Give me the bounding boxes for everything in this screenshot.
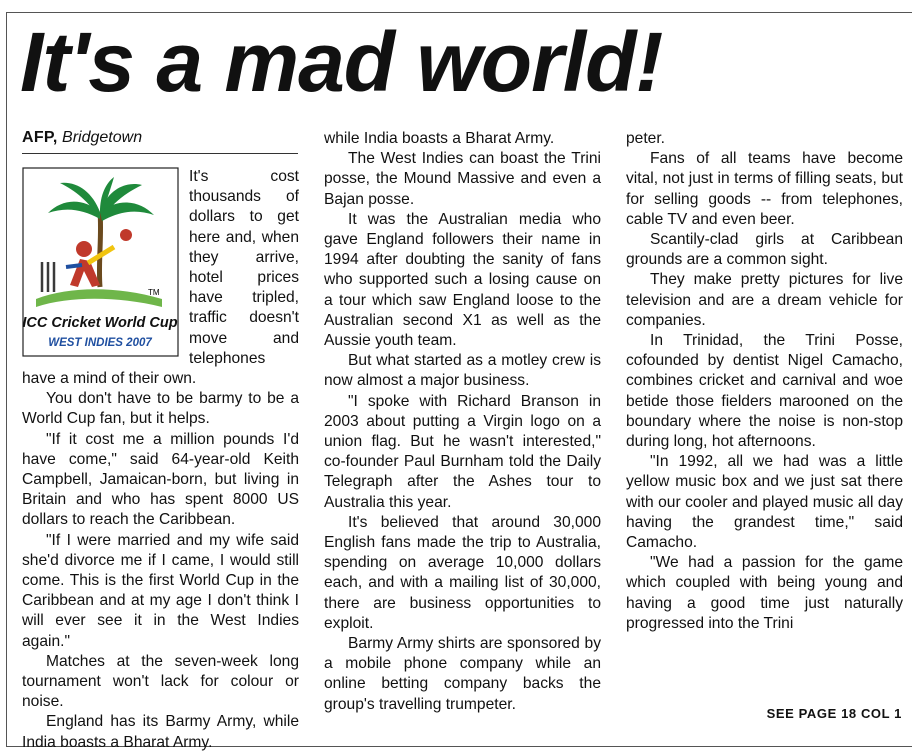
- article-paragraph: England has its Barmy Army, while India boasts a Bharat Army.: [22, 713, 299, 751]
- article-paragraph: "If it cost me a million pounds I'd have come," said 64-year-old Keith Campbell, Jamaican-born, but living in Britain and who has spent 8000 US dollars to reach the Caribbean.: [22, 430, 299, 529]
- article-paragraph: Barmy Army shirts are sponsored by a mobile phone company while an online betting company backs the group's travelling trumpeter.: [324, 635, 601, 713]
- article-paragraph: Fans of all teams have become vital, not just in terms of filling seats, but for selling goods -- from telephones, cable TV and even beer.: [626, 150, 903, 228]
- article-paragraph: "I spoke with Richard Branson in 2003 about putting a Virgin logo on a union flag. But he wasn't interested," co-founder Paul Burnham told the Daily Telegraph after the Ashes tour to Australia this year.: [324, 392, 601, 511]
- article-paragraph: In Trinidad, the Trini Posse, cofounded by dentist Nigel Camacho, combines cricket and carnival and woe betide those fielders marooned on the boundary where the noise is non-stop during long, hot afternoons.: [626, 332, 903, 451]
- left-border: [6, 12, 7, 747]
- article-column-3: [626, 129, 903, 634]
- palm-trunk-icon: [99, 212, 100, 287]
- headline: It's a mad world!: [20, 15, 663, 109]
- trademark-mark: TM: [148, 288, 160, 297]
- logo-title: ICC Cricket World Cup: [22, 315, 178, 331]
- article-paragraph: Matches at the seven-week long tournament won't lack for colour or noise.: [22, 652, 299, 711]
- article-column-1: [22, 167, 299, 751]
- article-paragraph: But what started as a motley crew is now almost a major business.: [324, 352, 601, 390]
- article-paragraph: It's cost thousands of dollars to get here and, when they arrive, hotel prices have tripled, traffic doesn't move and telephones have a mind of their own.: [22, 168, 299, 388]
- article-paragraph: "In 1992, all we had was a little yellow music box and we just sat there with our cooler and played music all day having the grandest time," said Camacho.: [626, 453, 903, 552]
- article-paragraph: Scantily-clad girls at Caribbean grounds are a common sight.: [626, 231, 903, 269]
- logo-subtitle: WEST INDIES 2007: [48, 337, 152, 349]
- byline-agency: AFP,: [22, 129, 58, 146]
- article-paragraph: It's believed that around 30,000 English fans made the trip to Australia, spending on average 10,000 dollars each, and with a mailing list of 30,000, there are business opportunities to exploit.: [324, 513, 601, 632]
- article-paragraph: The West Indies can boast the Trini posse, the Mound Massive and even a Bajan posse.: [324, 150, 601, 208]
- byline-divider: [22, 153, 298, 154]
- article-paragraph-continued: while India boasts a Bharat Army.: [324, 130, 555, 147]
- article-paragraph: It was the Australian media who gave England followers their name in 1994 after doubting the sanity of fans who supported such a losing cause on a tour which saw England loose to the Australian second X1 as well as the Aussie youth team.: [324, 210, 601, 350]
- article-paragraph: "If I were married and my wife said she'd divorce me if I came, I would still come. This is the first World Cup in the Caribbean and at my age I don't think I will ever see it in the West Indies again.": [22, 531, 299, 650]
- article-column-2: [324, 129, 601, 713]
- article-paragraph: They make pretty pictures for live television and are a dream vehicle for companies.: [626, 271, 903, 329]
- article-paragraph: You don't have to be barmy to be a World Cup fan, but it helps.: [22, 390, 299, 428]
- world-cup-logo: [22, 167, 179, 357]
- byline-place: Bridgetown: [62, 129, 143, 146]
- world-cup-logo-graphic: [22, 167, 179, 357]
- continuation-jump-line: SEE PAGE 18 COL 1: [766, 706, 902, 721]
- top-border: [6, 12, 912, 13]
- article-paragraph: "We had a passion for the game which coupled with being young and having a good time just naturally progressed into the Trini: [626, 554, 903, 632]
- cricket-ball-icon: [120, 229, 132, 241]
- byline: [22, 128, 142, 148]
- article-paragraph-continued: peter.: [626, 130, 666, 147]
